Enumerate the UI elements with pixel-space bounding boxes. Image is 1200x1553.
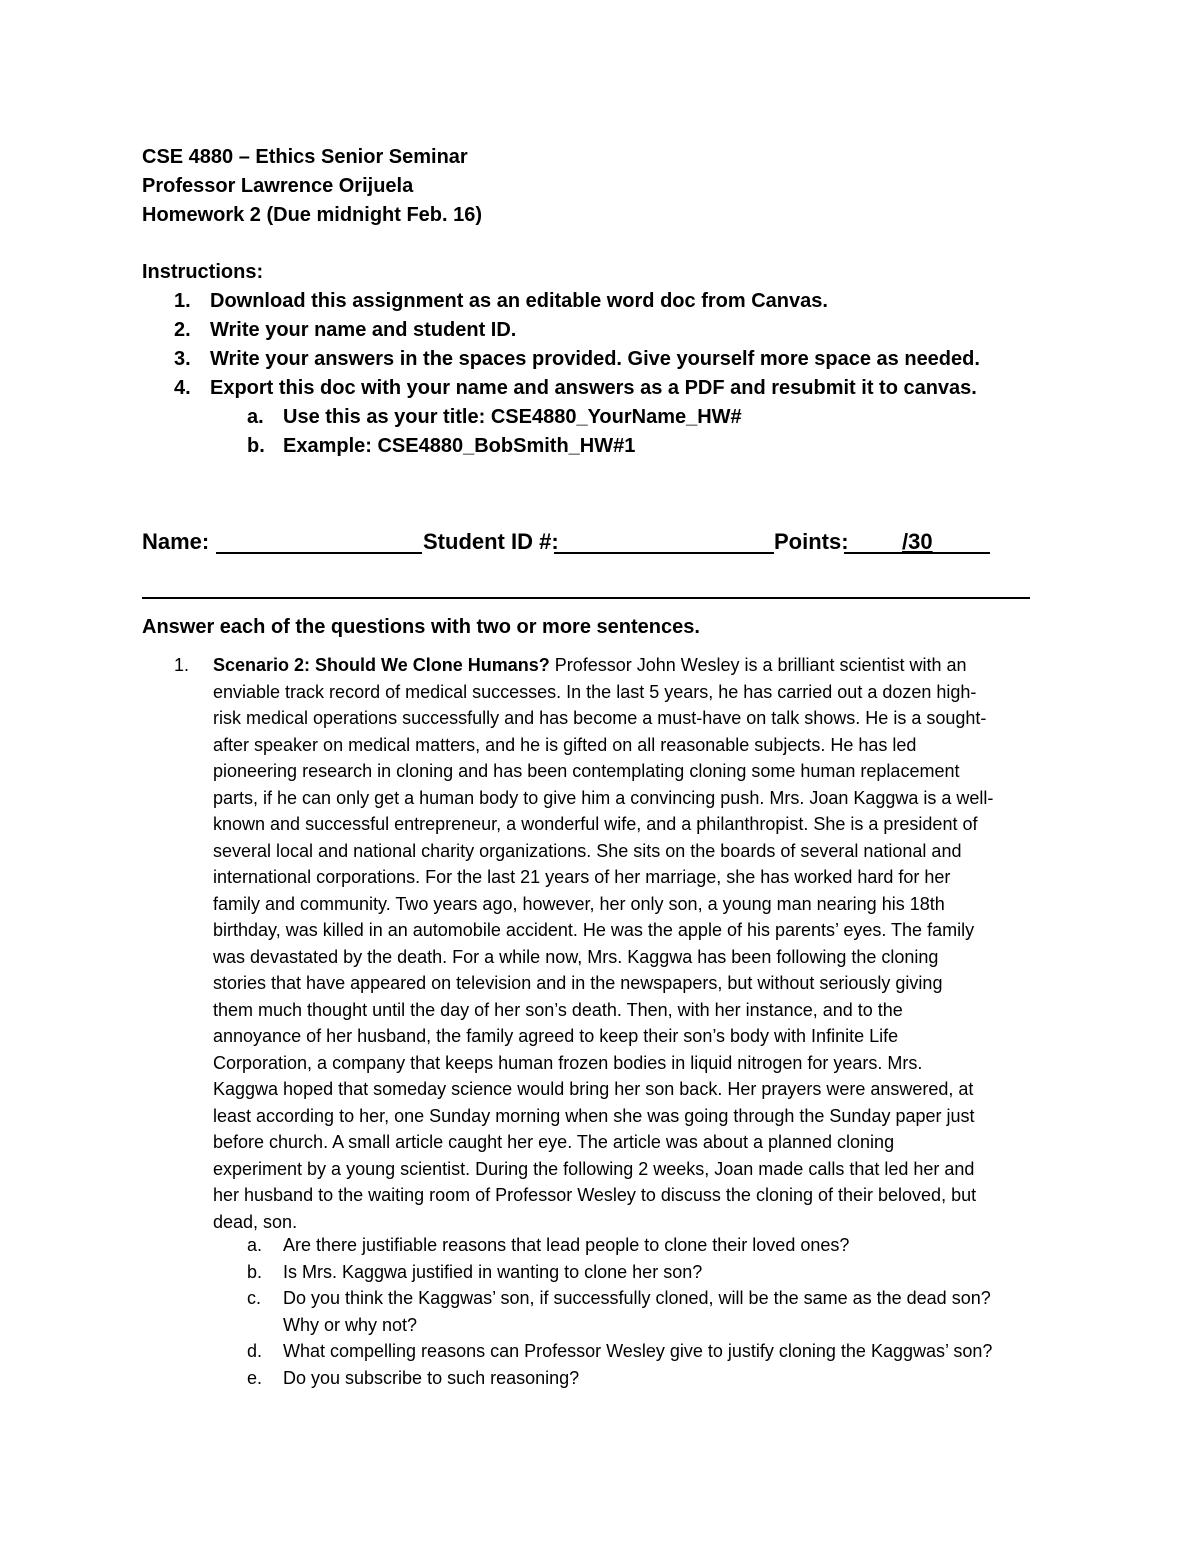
student-id-field[interactable] — [554, 552, 774, 554]
scenario-line: pioneering research in cloning and has been contemplating cloning some human replacement — [213, 761, 960, 781]
scenario-line: family and community. Two years ago, however, her only son, a young man nearing his 18th — [213, 893, 945, 914]
scenario-line: after speaker on medical matters, and he is gifted on all reasonable subjects. He has led — [213, 734, 917, 755]
points-total: /30 — [902, 529, 933, 554]
subquestion-letter: a. — [247, 1235, 263, 1255]
subquestion-letter: b. — [247, 1261, 263, 1282]
scenario-line: Kaggwa hoped that someday science would bring her son back. Her prayers were answered, at — [213, 1079, 974, 1099]
scenario-line: was devastated by the death. For a while now, Mrs. Kaggwa has been following the cloning — [213, 946, 939, 967]
subquestion-text — [283, 1259, 1067, 1286]
instruction-sub-letter: b. — [247, 435, 265, 457]
scenario-line: known and successful entrepreneur, a wonderful wife, and a philanthropist. She is a president of — [213, 814, 978, 834]
scenario-line: her husband to the waiting room of Professor Wesley to discuss the cloning of their beloved, but — [213, 1185, 977, 1205]
instruction-text: Download this assignment as an editable word doc from Canvas. — [210, 290, 828, 312]
document-header — [142, 143, 1042, 230]
instruction-item — [142, 345, 1042, 374]
instruction-text: Write your answers in the spaces provided. Give yourself more space as needed. — [210, 348, 980, 370]
instruction-subitem — [142, 432, 1042, 461]
subquestion — [247, 1232, 1067, 1259]
scenario-line: dead, son. — [213, 1211, 298, 1232]
scenario-line: risk medical operations successfully and has become a must-have on talk shows. He is a sought- — [213, 708, 987, 728]
subquestion-letter: c. — [247, 1288, 262, 1308]
scenario-text: Professor John Wesley is a brilliant scientist with an — [549, 655, 967, 675]
question-number: 1. — [174, 655, 190, 675]
scenario-line: them much thought until the day of her son’s death. Then, with her instance, and to the — [213, 999, 903, 1020]
instruction-text: Export this doc with your name and answers as a PDF and resubmit it to canvas. — [210, 377, 977, 399]
scenario-line: several local and national charity organizations. She sits on the boards of several national and — [213, 840, 962, 861]
question-line — [213, 652, 1033, 679]
subquestion-text — [283, 1365, 1067, 1392]
subquestion — [247, 1338, 1067, 1365]
scenario-title: Scenario 2: Should We Clone Humans? — [213, 655, 550, 675]
subquestion-letter: d. — [247, 1341, 263, 1361]
scenario-line: international corporations. For the last 21 years of her marriage, she has worked hard for her — [213, 867, 951, 887]
subquestion — [247, 1365, 1067, 1392]
points-label: Points: — [774, 529, 849, 554]
subquestion-line: Are there justifiable reasons that lead people to clone their loved ones? — [283, 1235, 850, 1255]
scenario-line: parts, if he can only get a human body to give him a convincing push. Mrs. Joan Kaggwa is a well- — [213, 787, 994, 808]
instructions-heading: Instructions: — [142, 261, 264, 283]
answer-instruction: Answer each of the questions with two or more sentences. — [142, 616, 700, 638]
instruction-item — [142, 374, 1042, 403]
scenario-line: annoyance of her husband, the family agreed to keep their son’s body with Infinite Life — [213, 1026, 899, 1046]
student-id-label: Student ID #: — [423, 529, 559, 554]
instruction-sub-text: Use this as your title: CSE4880_YourName_HW# — [283, 406, 742, 428]
subquestion — [247, 1259, 1067, 1286]
instruction-sub-letter: a. — [247, 406, 264, 428]
instruction-number: 2. — [174, 319, 191, 341]
instruction-item — [142, 316, 1042, 345]
name-label: Name: — [142, 529, 210, 554]
instruction-number: 3. — [174, 348, 191, 370]
instructions-list — [142, 287, 1042, 461]
scenario-line: experiment by a young scientist. During the following 2 weeks, Joan made calls that led her and — [213, 1158, 975, 1179]
instruction-item — [142, 287, 1042, 316]
subquestion-line: Do you think the Kaggwas’ son, if successfully cloned, will be the same as the dead son? — [283, 1288, 991, 1308]
subquestion-text — [283, 1232, 1067, 1259]
subquestion — [247, 1285, 1067, 1338]
scenario-line: before church. A small article caught her eye. The article was about a planned cloning — [213, 1132, 895, 1152]
subquestion-text — [283, 1338, 1067, 1365]
instruction-number: 1. — [174, 290, 191, 312]
section-divider — [142, 597, 1030, 599]
subquestion-line: Why or why not? — [283, 1314, 418, 1335]
instruction-text: Write your name and student ID. — [210, 319, 517, 341]
subquestion-letter: e. — [247, 1367, 263, 1388]
name-field[interactable] — [216, 552, 422, 554]
instruction-subitem — [142, 403, 1042, 432]
scenario-line: stories that have appeared on television and in the newspapers, but without seriously giving — [213, 973, 943, 993]
question-body — [213, 652, 1033, 1235]
scenario-line: Corporation, a company that keeps human frozen bodies in liquid nitrogen for years. Mrs. — [213, 1052, 923, 1073]
subquestion-line: Is Mrs. Kaggwa justified in wanting to clone her son? — [283, 1261, 703, 1282]
subquestion-list — [247, 1232, 1067, 1391]
scenario-line: least according to her, one Sunday morning when she was going through the Sunday paper just — [213, 1105, 975, 1126]
subquestion-line: What compelling reasons can Professor Wesley give to justify cloning the Kaggwas’ son? — [283, 1341, 993, 1361]
scenario-line: enviable track record of medical successes. In the last 5 years, he has carried out a dozen high- — [213, 681, 977, 702]
course-title: CSE 4880 – Ethics Senior Seminar — [142, 146, 468, 168]
homework-title: Homework 2 (Due midnight Feb. 16) — [142, 204, 483, 226]
instruction-sub-text: Example: CSE4880_BobSmith_HW#1 — [283, 435, 636, 457]
professor-name: Professor Lawrence Orijuela — [142, 175, 414, 197]
subquestion-line: Do you subscribe to such reasoning? — [283, 1367, 580, 1388]
scenario-line: birthday, was killed in an automobile accident. He was the apple of his parents’ eyes. The family — [213, 920, 975, 940]
subquestion-text — [283, 1285, 1067, 1338]
instruction-number: 4. — [174, 377, 191, 399]
